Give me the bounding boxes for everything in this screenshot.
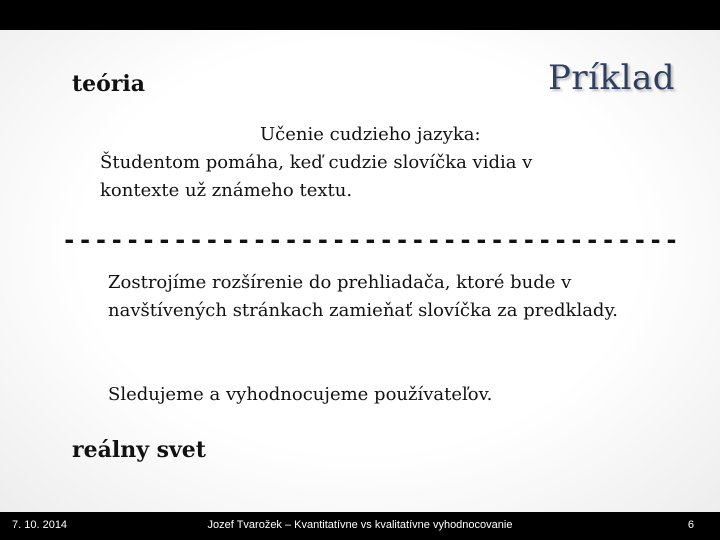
slide-title: Príklad — [547, 58, 675, 98]
label-theory: teória — [72, 71, 146, 97]
footer-date: 7. 10. 2014 — [12, 519, 68, 531]
slide-content — [0, 30, 720, 512]
tracking-text: Sledujeme a vyhodnocujeme používateľov. — [108, 384, 493, 405]
page-number: 6 — [687, 519, 694, 531]
dashed-divider: --------------------------------------- — [62, 226, 681, 254]
intro-line-1: Učenie cudzieho jazyka: — [260, 124, 481, 145]
intro-line-2: Študentom pomáha, keď cudzie slovíčka vidia v — [100, 152, 533, 173]
intro-line-3: kontexte už známeho textu. — [100, 180, 353, 201]
intro-text — [100, 121, 660, 205]
footer-author-title: Jozef Tvarožek – Kvantitatívne vs kvalitatívne vyhodnocovanie — [207, 519, 513, 531]
footer-bar — [0, 512, 720, 540]
label-real-world: reálny svet — [72, 437, 206, 463]
top-bar — [0, 0, 720, 30]
practice-text: Zostrojíme rozšírenie do prehliadača, ktoré bude v navštívených stránkach zamieňať slovíčka za predklady. — [108, 272, 618, 321]
